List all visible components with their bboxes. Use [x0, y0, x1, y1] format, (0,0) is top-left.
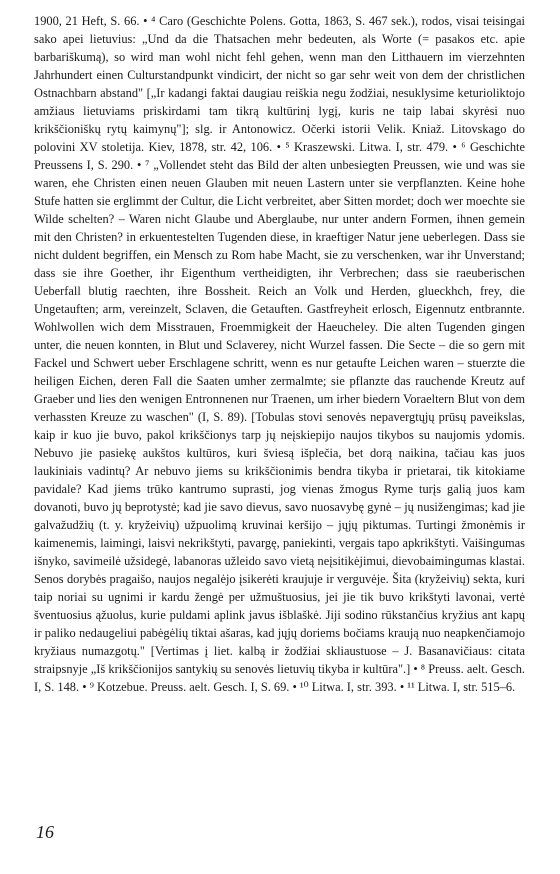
footnotes-paragraph: 1900, 21 Heft, S. 66. • ⁴ Caro (Geschichte Polens. Gotta, 1863, S. 467 sek.), rodos, visai teisingai sako apei lietuvius: „Und da die Thatsachen mehr bedeuten, als Worte (= pasakos etc. apie barbariškumą), so wird man wohl nicht fehl gehen, wenn man den Litthauern im vierzehnten Jahrhundert einen Culturstandpunkt vindicirt, der nicht so gar sehr weit von dem der christlichen Ostnachbarn abstand" [„Ir kadangi faktai daugiau reiškia negu žodžiai, nesuklysime keturioliktojo amžiaus lietuviams priskirdami tam tikrą kultūrinį lygį, kuris ne taip labai skyrėsi nuo krikščioniškų rytų kaimynų"]; slg. ir Antonowicz. Očerki istorii Velik. Kniaž. Litovskago do polovini XV stoletija. Kiev, 1878, str. 42, 106. • ⁵ Kraszewski. Litwa. I, str. 479. • ⁶ Geschichte Preussens I, S. 290. • ⁷ „Vollendet steht das Bild der alten unbesiegten Preussen, wie und was sie waren, ehe Christen einen neuen Glauben mit neuen Lastern unter sie verpflanzten. Keine hohe Stufe hatten sie erglimmt der Cultur, die Licht verbreitet, aber Sitten mordet; doch wer moechte sie Wilde schelten? – Waren nicht Glaube und Aberglaube, nur unter andern Formen, ihnen gemein mit den Christen? in erkuentestelten Tugenden diese, in kraeftiger Natur jene ueberlegen. Dass sie nicht duldent begriffen, ein Mensch zu Rom habe Macht, sie zu verschenken, war ihr Unverstand; dass sie ihre Goether, ihr Eigenthum vertheidigten, ihr Verbrechen; dass sie raeuberischen Ueberfall blutig raechten, ihre Bossheit. Reich an Volk und Herden, glueckhch, frey, die Ungetauften; arm, vereinzelt, Sclaven, die Getauften. Gastfreyheit erlosch, Eigennutz entbrannte. Wohlwollen wich dem Misstrauen, Froemmigkeit der Haeucheley. Die alten Tugenden gingen unter, die neuen konnten, in Blut und Sclaverey, nicht Wurzel fassen. Die Secte – die so gern mit Fackel und Schwert ueber Erschlagene schritt, wenn es nur getaufte Leichen waren – stuerzte die heiligen Eichen, deren Fall die Saaten umher zermalmte; sie pflanzte das rauchende Kreutz auf Graeber und lies den wenigen Entronnenen nur Traenen, um irher biedern Voraeltern Blut von dem verhassten Kreuze zu waschen" (I, S. 89). [Tobulas stovi senovės nepavergtųjų prūsų paveikslas, kaip ir kuo jie buvo, pakol krikščionys tarp jų neįskiepijo naujos tikybos su naujomis ydomis. Nebuvo jie pasiekę aukštos kultūros, kuri šviesą išplečia, bet dorą naikina, tačiau kas juos laukiniais vadintų? Ar nebuvo jiems su krikščionimis bendra tikyba ir prietarai, tik kitokiame pavidale? Kad jiems trūko kantrumo suprasti, jog vienas žmogus Ryme turįs galią juos kam dovanoti, buvo jų beprotystė; kad jie savo dievus, savo nuosavybę gynė – jų nusižengimas; kad jie galvažudžių (t. y. kryžeivių) užpuolimą kruvinai keršijo – jųjų piktumas. Turtingi žmonėmis ir kaimenemis, laimingi, laisvi nekrikštyti, pavargę, paniekinti, vergais tapo apkrikštyti. Vaišingumas išnyko, savimeilė užsidegė, labanoras užleido savo vietą neįsitikėjimui, dievobaimingumas klastai. Senos dorybės pragaišo, naujos negalėjo įsikerėti kraujuje ir verguvėje. Šita (kryžeivių) sekta, kuri taip noriai su ugnimi ir kardu žengė per užmuštuosius, jei jie tik buvo krikštyti lavonai, vertė šventuosius ąžuolus, kurie puldami aplink javus išblaškė. Jiji sodino rūkstančius kryžius ant kapų ir paliko nedaugeliui pabėgėlių tiktai ašaras, kad jųjų doriems bočiams kraują nuo neapkenčiamojo kryžiaus numazgotų." [Vertimas į liet. kalbą ir žodžiai skliaustuose – J. Basanavičiaus: citata straipsnyje „Iš krikščionijos santykių su senovės lietuvių tikyba ir kultūra".] • ⁸ Preuss. aelt. Gesch. I, S. 148. • ⁹ Kotzebue. Preuss. aelt. Gesch. I, S. 69. • ¹⁰ Litwa. I, str. 393. • ¹¹ Litwa. I, str. 515–6.: [34, 14, 525, 694]
page-number: 16: [36, 822, 54, 842]
footnotes-text-block: [34, 12, 525, 696]
